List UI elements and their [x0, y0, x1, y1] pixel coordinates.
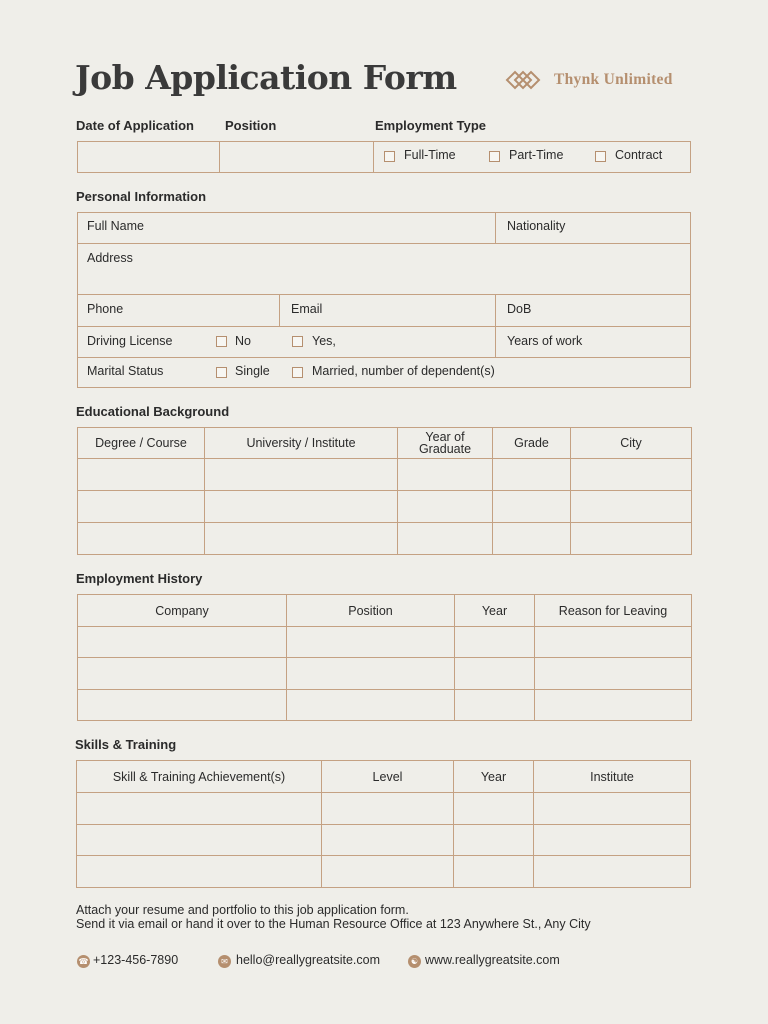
skills-col-achievement: Skill & Training Achievement(s) [77, 761, 322, 793]
table-cell[interactable] [78, 627, 287, 658]
education-col-degree: Degree / Course [78, 428, 205, 459]
marital-married-checkbox[interactable] [292, 367, 303, 378]
table-cell[interactable] [78, 459, 205, 491]
contact-email[interactable]: hello@reallygreatsite.com [236, 953, 381, 967]
page-title: Job Application Form [75, 58, 457, 97]
personal-information-box [77, 212, 691, 388]
email-field[interactable]: Email [291, 302, 323, 316]
table-cell[interactable] [287, 627, 455, 658]
footer-instruction-line-1: Attach your resume and portfolio to this job application form. [76, 903, 409, 917]
table-cell[interactable] [78, 690, 287, 721]
table-cell[interactable] [205, 459, 398, 491]
employment-table [77, 594, 692, 721]
nationality-field[interactable]: Nationality [507, 219, 566, 233]
table-cell[interactable] [455, 658, 535, 690]
table-cell[interactable] [493, 491, 571, 523]
table-cell[interactable] [77, 825, 322, 856]
table-cell[interactable] [78, 658, 287, 690]
employment-type-label: Employment Type [375, 118, 487, 133]
table-cell[interactable] [322, 793, 454, 825]
brand-name: Thynk Unlimited [554, 71, 673, 88]
table-cell[interactable] [398, 523, 493, 555]
table-cell[interactable] [571, 491, 692, 523]
driving-license-label: Driving License [87, 334, 173, 348]
table-cell[interactable] [534, 825, 691, 856]
table-cell[interactable] [535, 627, 692, 658]
education-col-grade: Grade [493, 428, 571, 459]
part-time-checkbox[interactable] [489, 151, 500, 162]
phone-icon: ☎ [78, 957, 89, 966]
table-row [78, 523, 692, 555]
education-col-year [398, 428, 493, 459]
contact-website[interactable]: www.reallygreatsite.com [425, 953, 560, 967]
table-cell[interactable] [77, 793, 322, 825]
contract-label: Contract [615, 148, 663, 162]
table-cell[interactable] [78, 523, 205, 555]
position-field[interactable] [220, 142, 373, 172]
globe-icon: ☯ [408, 955, 421, 968]
table-cell[interactable] [78, 491, 205, 523]
employment-col-company: Company [78, 595, 287, 627]
table-cell[interactable] [493, 459, 571, 491]
skills-training-heading: Skills & Training [75, 737, 177, 752]
dob-field[interactable]: DoB [507, 302, 532, 316]
table-row [78, 690, 692, 721]
education-col-university: University / Institute [205, 428, 398, 459]
contact-phone: +123-456-7890 [93, 953, 179, 967]
date-of-application-field[interactable] [78, 142, 219, 172]
table-cell[interactable] [455, 690, 535, 721]
table-cell[interactable] [535, 690, 692, 721]
table-cell[interactable] [205, 491, 398, 523]
full-time-label: Full-Time [404, 148, 456, 162]
date-of-application-label: Date of Application [76, 118, 194, 133]
table-row [78, 459, 692, 491]
marital-status-label: Marital Status [87, 364, 164, 378]
full-name-field[interactable]: Full Name [87, 219, 144, 233]
educational-background-heading: Educational Background [76, 404, 230, 419]
table-cell[interactable] [534, 856, 691, 888]
position-label: Position [225, 118, 277, 133]
footer-instruction-line-2: Send it via email or hand it over to the Human Resource Office at 123 Anywhere St., Any City [76, 917, 591, 931]
table-cell[interactable] [493, 523, 571, 555]
table-cell[interactable] [571, 459, 692, 491]
skills-table [76, 760, 691, 888]
skills-col-year: Year [454, 761, 534, 793]
table-cell[interactable] [398, 459, 493, 491]
marital-single-label: Single [235, 364, 270, 378]
driving-license-yes-label: Yes, [312, 334, 336, 348]
table-cell[interactable] [205, 523, 398, 555]
table-row [78, 491, 692, 523]
table-cell[interactable] [455, 627, 535, 658]
table-cell[interactable] [322, 856, 454, 888]
table-cell[interactable] [454, 793, 534, 825]
table-row [77, 793, 691, 825]
table-cell[interactable] [454, 856, 534, 888]
table-cell[interactable] [571, 523, 692, 555]
skills-col-institute: Institute [534, 761, 691, 793]
address-field[interactable]: Address [87, 251, 133, 265]
table-cell[interactable] [454, 825, 534, 856]
employment-history-heading: Employment History [76, 571, 203, 586]
table-cell[interactable] [322, 825, 454, 856]
full-time-checkbox[interactable] [384, 151, 395, 162]
table-row [78, 627, 692, 658]
driving-license-no-checkbox[interactable] [216, 336, 227, 347]
education-col-year-label: Year of Graduate [418, 430, 472, 456]
table-row [77, 825, 691, 856]
table-cell[interactable] [398, 491, 493, 523]
skills-col-level: Level [322, 761, 454, 793]
marital-single-checkbox[interactable] [216, 367, 227, 378]
contract-checkbox[interactable] [595, 151, 606, 162]
table-cell[interactable] [534, 793, 691, 825]
table-cell[interactable] [535, 658, 692, 690]
table-cell[interactable] [287, 658, 455, 690]
years-of-work-field[interactable]: Years of work [507, 334, 583, 348]
table-cell[interactable] [77, 856, 322, 888]
table-row [77, 856, 691, 888]
employment-col-position: Position [287, 595, 455, 627]
driving-license-yes-checkbox[interactable] [292, 336, 303, 347]
table-row [78, 658, 692, 690]
phone-field[interactable]: Phone [87, 302, 124, 316]
education-col-city: City [571, 428, 692, 459]
education-table [77, 427, 692, 555]
chevron-links-logo-icon [505, 68, 543, 92]
part-time-label: Part-Time [509, 148, 564, 162]
employment-col-reason: Reason for Leaving [535, 595, 692, 627]
table-cell[interactable] [287, 690, 455, 721]
marital-married-label: Married, number of dependent(s) [312, 364, 495, 378]
email-icon: ✉ [218, 955, 231, 968]
driving-license-no-label: No [235, 334, 251, 348]
employment-col-year: Year [455, 595, 535, 627]
personal-information-heading: Personal Information [76, 189, 207, 204]
